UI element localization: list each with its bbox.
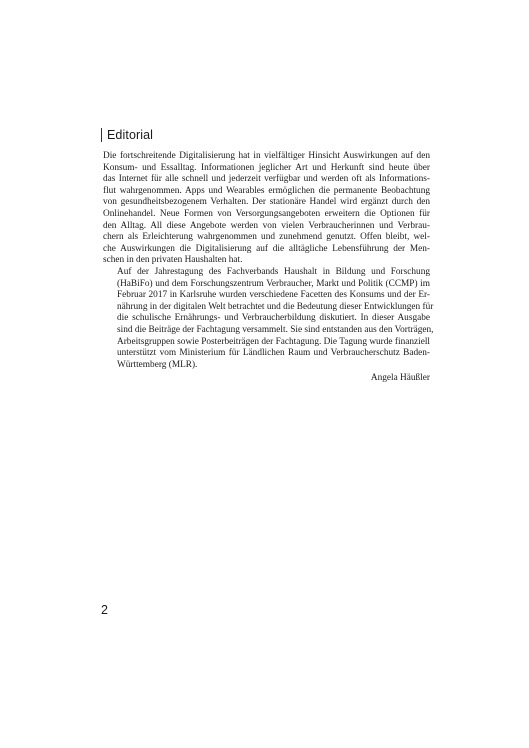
text-line: Konsum- und Essalltag. Informationen jeglicher Art und Herkunft sind heute über <box>103 162 430 173</box>
paragraph-2 <box>103 266 434 371</box>
text-line: Württemberg (MLR). <box>117 359 198 370</box>
text-line: (HaBiFo) und dem Forschungszentrum Verbraucher, Markt und Politik (CCMP) im <box>117 278 430 289</box>
page-number: 2 <box>101 603 108 617</box>
text-line: Onlinehandel. Neue Formen von Versorgungsangeboten erweitern die Optionen für <box>103 208 430 219</box>
text-line: schen in den privaten Haushalten hat. <box>103 255 243 266</box>
text-line: die schulische Ernährungs- und Verbraucherbildung diskutiert. In dieser Ausgabe <box>117 313 430 324</box>
text-line: flut wahrgenommen. Apps und Wearables ermöglichen die permanente Beobachtung <box>103 185 430 196</box>
author-signature: Angela Häußler <box>370 373 430 383</box>
heading-marker-bar <box>101 128 102 142</box>
text-line: che Auswirkungen die Digitalisierung auf die alltägliche Lebensführung der Men- <box>103 243 430 254</box>
text-line: das Internet für alle schnell und jederzeit verfügbar und werden oft als Informations- <box>103 174 430 185</box>
section-title: Editorial <box>107 128 154 142</box>
text-line: Die fortschreitende Digitalisierung hat in vielfältiger Hinsicht Auswirkungen auf den <box>103 151 430 161</box>
text-line: Auf der Jahrestagung des Fachverbands Haushalt in Bildung und Forschung <box>117 266 430 277</box>
text-line: Arbeitsgruppen sowie Posterbeiträgen der Fachtagung. Die Tagung wurde finanziell <box>117 336 430 347</box>
section-heading <box>101 127 153 143</box>
text-line: chern als Erleichterung wahrgenommen und zunehmend genutzt. Offen bleibt, wel- <box>103 232 430 243</box>
paragraph-1 <box>103 151 430 267</box>
editorial-body <box>103 151 434 371</box>
text-line: Februar 2017 in Karlsruhe wurden verschiedene Facetten des Konsums und der Er- <box>117 290 430 301</box>
text-line: nährung in der digitalen Welt betrachtet und die Bedeutung dieser Entwicklungen für <box>117 301 434 312</box>
text-line: unterstützt vom Ministerium für Ländlichen Raum und Verbraucherschutz Baden- <box>117 348 430 359</box>
text-line: von gesundheitsbezogenem Verhalten. Der stationäre Handel wird ergänzt durch den <box>103 197 430 208</box>
text-line: den Alltag. All diese Angebote werden von vielen Verbraucherinnen und Verbrau- <box>103 220 430 231</box>
text-line: sind die Beiträge der Fachtagung versammelt. Sie sind entstanden aus den Vorträgen, <box>117 324 434 335</box>
